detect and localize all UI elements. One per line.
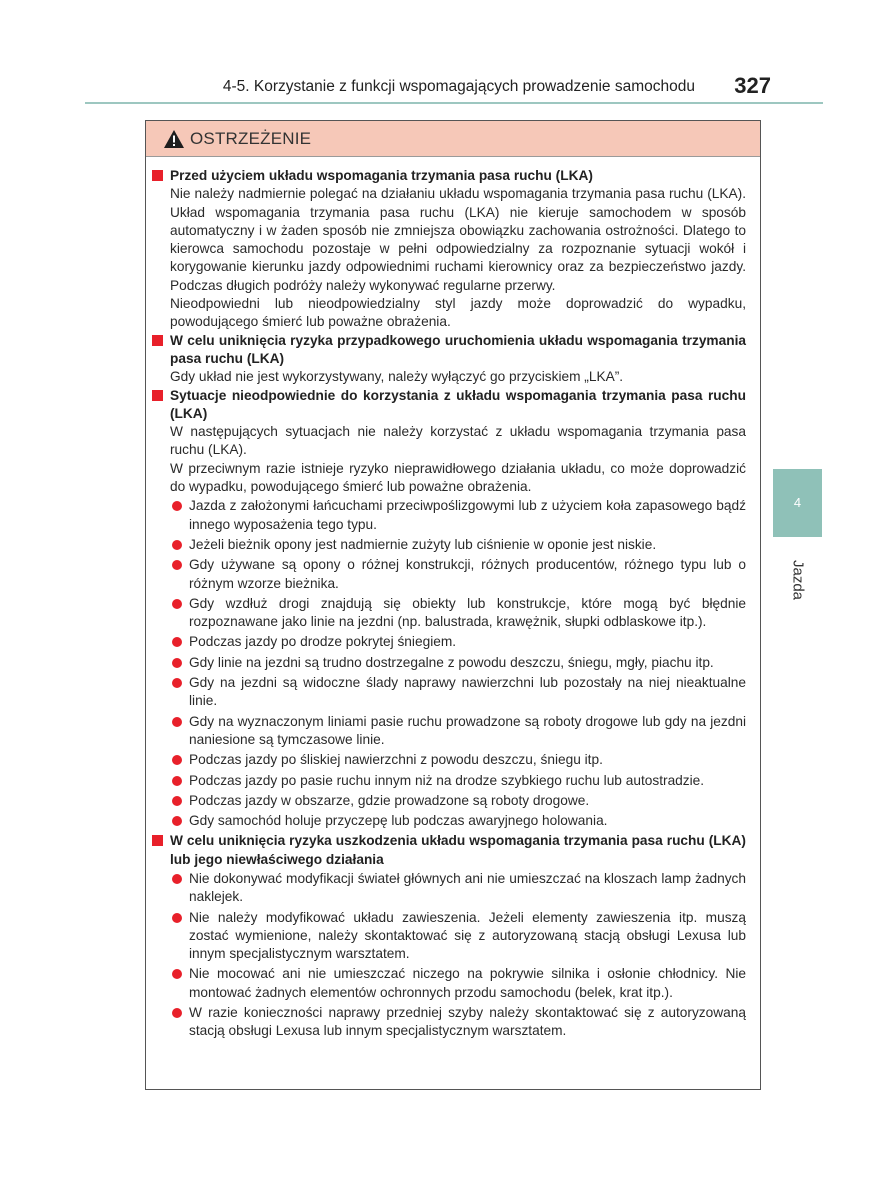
list-item [170,812,746,830]
red-bullet-icon [172,637,182,647]
section-title [151,332,746,369]
list-item-text: Podczas jazdy po pasie ruchu innym niż na drodze szybkiego ruchu lub autostradzie. [189,772,705,788]
chapter-label [770,560,826,620]
warning-content [146,157,760,1041]
list-item-text: Podczas jazdy po drodze pokrytej śniegiem. [189,634,457,650]
red-square-marker [152,335,163,346]
red-bullet-icon [172,1008,182,1018]
section-paragraph: Nie należy nadmiernie polegać na działaniu układu wspomagania trzymania pasa ruchu (LKA). Układ wspomagania trzymania pasa ruchu (LKA) nie kieruje samochodem w sposób automatyczny i w żaden sposób nie zmniejsza obowiązku zachowania ostrożności. Dlatego to kierowca samochodu pozostaje w pełni odpowiedzialny za rozpoznanie sytuacji wokół i korygowanie kierunku jazdy odpowiednimi ruchami kierownicy oraz za bezpieczeństwo jazdy. Podczas długich podróży należy wykonywać regularne przerwy. [170,186,746,293]
list-item-text: Podczas jazdy w obszarze, gdzie prowadzone są roboty drogowe. [189,792,590,808]
red-bullet-icon [172,501,182,511]
list-item-text: Jazda z założonymi łańcuchami przeciwpoślizgowymi lub z użyciem koła zapasowego bądź innego wyposażenia tego typu. [189,498,746,532]
red-bullet-icon [172,540,182,550]
list-item-text: Jeżeli bieżnik opony jest nadmiernie zużyty lub ciśnienie w oponie jest niskie. [189,536,657,552]
list-item [170,792,746,810]
red-bullet-icon [172,796,182,806]
list-item-text: Gdy wzdłuż drogi znajdują się obiekty lub konstrukcje, które mogą być błędnie rozpoznawane jako linie na jezdni (np. balustrada, krawężnik, słupki odblaskowe itp.). [189,595,746,630]
list-item-text: Nie mocować ani nie umieszczać niczego na pokrywie silnika i osłonie chłodnicy. Nie montować żadnych elementów ochronnych przodu samochodu (belek, krat itp.). [189,966,746,1000]
section-title [151,832,746,869]
section-paragraph: W następujących sytuacjach nie należy korzystać z układu wspomagania trzymania pasa ruchu (LKA). [170,424,746,458]
section-title [151,387,746,424]
red-bullet-icon [172,560,182,570]
list-item [170,674,746,711]
list-item [170,1004,746,1041]
list-item-text: Gdy używane są opony o różnej konstrukcji, różnych producentów, różnego typu lub o różnym wzorze bieżnika. [189,557,746,591]
section-title-text: Sytuacje nieodpowiednie do korzystania z układu wspomagania trzymania pasa ruchu (LKA) [170,387,746,421]
red-bullet-icon [172,874,182,884]
chapter-label-text: Jazda [789,560,807,601]
section-paragraph: W przeciwnym razie istnieje ryzyko nieprawidłowego działania układu, co może doprowadzić do wypadku, powodującego śmierć lub poważne obrażenia. [170,460,746,495]
red-square-marker [152,390,163,401]
section-title-text: W celu uniknięcia ryzyka przypadkowego uruchomienia układu wspomagania trzymania pasa ruchu (LKA) [170,332,746,366]
warning-section [151,387,746,831]
list-item-text: Nie dokonywać modyfikacji świateł głównych ani nie umieszczać na kloszach lamp żadnych naklejek. [189,870,746,905]
section-paragraph: Nieodpowiedni lub nieodpowiedzialny styl jazdy może doprowadzić do wypadku, powodującego śmierć lub poważne obrażenia. [170,296,746,330]
list-item [170,870,746,907]
header-title: 4-5. Korzystanie z funkcji wspomagających prowadzenie samochodu [222,78,695,95]
red-bullet-icon [172,678,182,688]
red-bullet-icon [172,755,182,765]
warning-header [146,121,760,157]
list-item-text: Gdy na wyznaczonym liniami pasie ruchu prowadzone są roboty drogowe lub gdy na jezdni naniesione są tymczasowe linie. [189,713,746,747]
list-item [170,595,746,632]
list-item [170,713,746,750]
list-item-text: Podczas jazdy po śliskiej nawierzchni z powodu deszczu, śniegu itp. [189,752,603,768]
red-bullet-icon [172,913,182,923]
list-item [170,772,746,790]
page-number: 327 [734,73,771,98]
header-rule [85,102,823,104]
red-square-marker [152,835,163,846]
list-item [170,536,746,554]
bullet-list [151,870,746,1041]
warning-triangle-icon [163,129,185,149]
list-item [170,497,746,534]
warning-section [151,332,746,387]
list-item [170,909,746,964]
section-title [151,167,746,185]
list-item [170,556,746,593]
list-item [170,965,746,1002]
red-bullet-icon [172,599,182,609]
bullet-list [151,497,746,830]
red-bullet-icon [172,969,182,979]
page-header [85,70,823,104]
list-item-text: Gdy samochód holuje przyczepę lub podczas awaryjnego holowania. [189,813,608,829]
warning-section [151,832,746,1040]
chapter-tab[interactable]: 4 [773,469,822,537]
list-item [170,654,746,672]
list-item-text: Gdy linie na jezdni są trudno dostrzegalne z powodu deszczu, śniegu, mgły, piachu itp. [189,654,714,670]
list-item-text: Gdy na jezdni są widoczne ślady naprawy nawierzchni lub pozostały na niej nieaktualne linie. [189,675,746,709]
section-title-text: Przed użyciem układu wspomagania trzymania pasa ruchu (LKA) [170,168,593,183]
warning-box [145,120,761,1090]
red-square-marker [152,170,163,181]
list-item [170,633,746,651]
warning-section [151,167,746,332]
list-item-text: W razie konieczności naprawy przedniej szyby należy skontaktować się z autoryzowaną stacją obsługi Lexusa lub innym specjalistycznym warsztatem. [189,1005,746,1039]
section-title-text: W celu uniknięcia ryzyka uszkodzenia układu wspomagania trzymania pasa ruchu (LKA) lub jego niewłaściwego działania [170,833,746,867]
warning-title: OSTRZEŻENIE [190,128,312,148]
red-bullet-icon [172,816,182,826]
red-bullet-icon [172,658,182,668]
section-paragraph: Gdy układ nie jest wykorzystywany, należy wyłączyć go przyciskiem „LKA”. [170,369,624,385]
list-item [170,751,746,769]
red-bullet-icon [172,717,182,727]
list-item-text: Nie należy modyfikować układu zawieszenia. Jeżeli elementy zawieszenia itp. muszą zostać wymienione, należy skontaktować się z autoryzowaną stacją obsługi Lexusa lub innym specjalistycznym warsztatem. [189,909,746,962]
red-bullet-icon [172,776,182,786]
